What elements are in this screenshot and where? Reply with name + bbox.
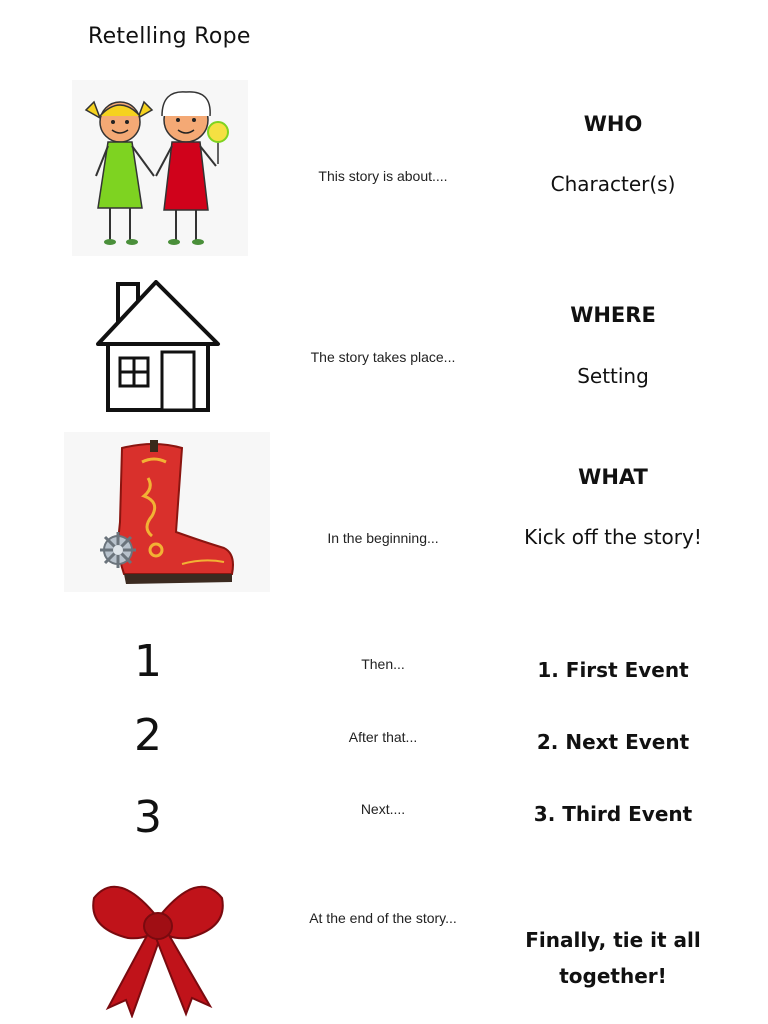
prompt-who: This story is about.... (318, 168, 448, 184)
prompt-where: The story takes place... (310, 349, 456, 365)
cue-characters: Character(s) (550, 172, 676, 196)
cue-kick-off: Kick off the story! (524, 525, 702, 549)
prompt-next: Next.... (360, 801, 406, 817)
number-three-label: 3 (134, 792, 162, 843)
bow-icon (88, 868, 228, 1018)
heading-what: WHAT (578, 465, 648, 489)
prompt-then: Then... (361, 656, 405, 672)
page-title: Retelling Rope (88, 24, 251, 49)
cue-first-event: 1. First Event (537, 658, 689, 682)
cue-finally-line1: Finally, tie it all (525, 928, 701, 952)
prompt-what: In the beginning... (327, 530, 439, 546)
cue-finally-line2: together! (559, 964, 667, 988)
prompt-end: At the end of the story... (309, 910, 457, 926)
heading-where: WHERE (570, 303, 656, 327)
prompt-after-that: After that... (348, 729, 418, 745)
house-icon (92, 280, 224, 416)
cue-next-event: 2. Next Event (536, 730, 690, 754)
heading-who: WHO (583, 112, 643, 136)
cue-third-event: 3. Third Event (533, 802, 693, 826)
children-icon (72, 80, 248, 256)
cue-setting: Setting (577, 364, 649, 388)
number-two-label: 2 (134, 710, 162, 761)
number-one-label: 1 (134, 636, 162, 687)
cowboy-boot-icon (64, 432, 270, 592)
